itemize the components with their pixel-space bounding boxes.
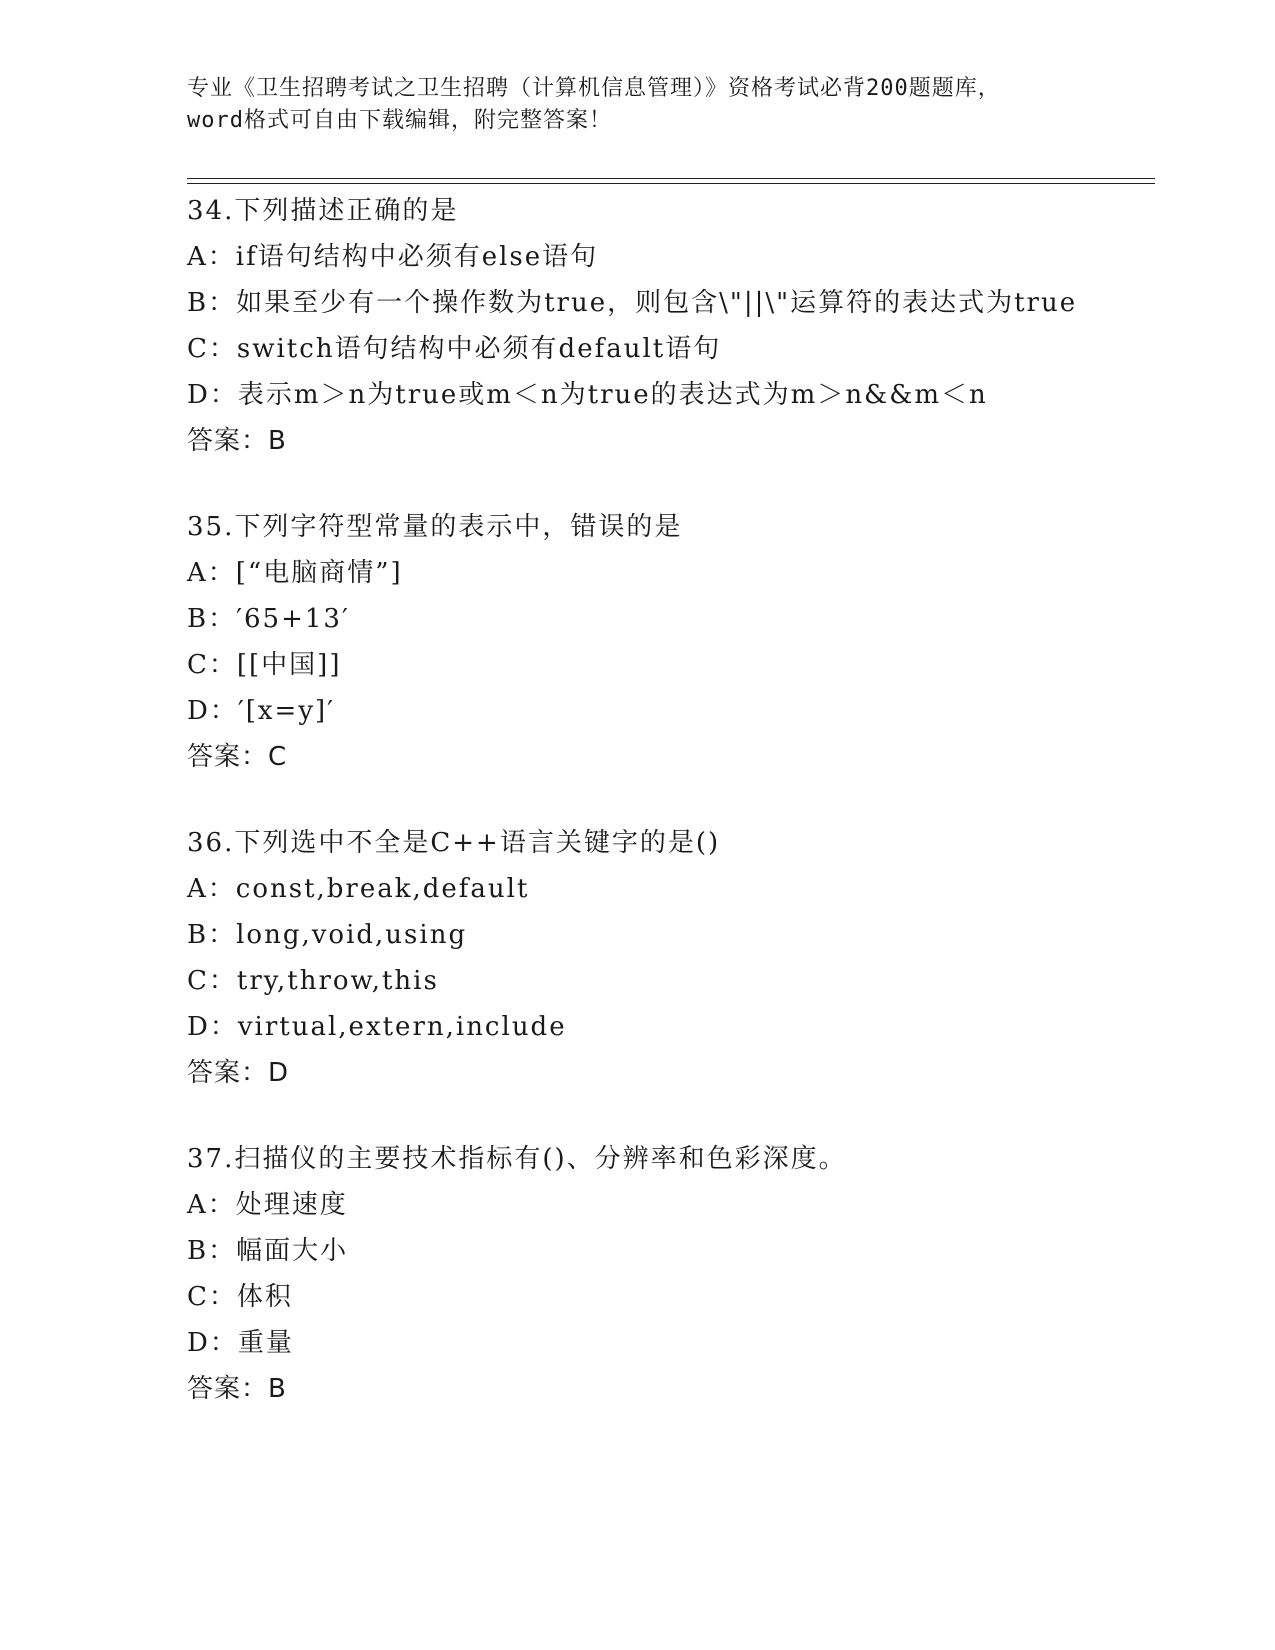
option-a: A：if语句结构中必须有else语句 [187,242,599,272]
answer-label: 答案：C [187,742,288,772]
option-b: B：long,void,using [187,920,468,950]
option-d: D：virtual,extern,include [187,1012,567,1042]
answer-label: 答案：B [187,426,287,456]
question-title: 37.扫描仪的主要技术指标有()、分辨率和色彩深度。 [187,1144,847,1174]
option-a: A：处理速度 [187,1190,348,1220]
question-title: 34.下列描述正确的是 [187,196,459,226]
question-list [187,188,1147,1452]
header-line-2: word格式可自由下载编辑，附完整答案！ [187,108,612,133]
header-divider-bottom [187,183,1155,184]
option-c: C：体积 [187,1282,293,1312]
question-title: 35.下列字符型常量的表示中，错误的是 [187,512,683,542]
option-d: D：重量 [187,1328,294,1358]
option-d: D：表示m＞n为true或m＜n为true的表达式为m＞n&&m＜n [187,380,988,410]
header-line-1: 专业《卫生招聘考试之卫生招聘（计算机信息管理）》资格考试必背200题题库， [187,76,1001,101]
question-37 [187,1136,1147,1412]
option-a: A：[“电脑商情”] [187,558,403,588]
question-35 [187,504,1147,780]
answer-label: 答案：B [187,1374,287,1404]
answer-label: 答案：D [187,1058,290,1088]
option-d: D：′[x=y]′ [187,696,336,726]
option-c: C：switch语句结构中必须有default语句 [187,334,722,364]
question-34 [187,188,1147,464]
option-c: C：try,throw,this [187,966,439,996]
option-b: B：幅面大小 [187,1236,349,1266]
option-a: A：const,break,default [187,874,530,904]
header-divider-top [187,178,1155,179]
question-title: 36.下列选中不全是C++语言关键字的是() [187,828,721,858]
question-36 [187,820,1147,1096]
option-b: B：如果至少有一个操作数为true，则包含\"||\"运算符的表达式为true [187,288,1078,318]
document-header [187,73,1087,137]
option-b: B：′65+13′ [187,604,350,634]
option-c: C：[[中国]] [187,650,342,680]
